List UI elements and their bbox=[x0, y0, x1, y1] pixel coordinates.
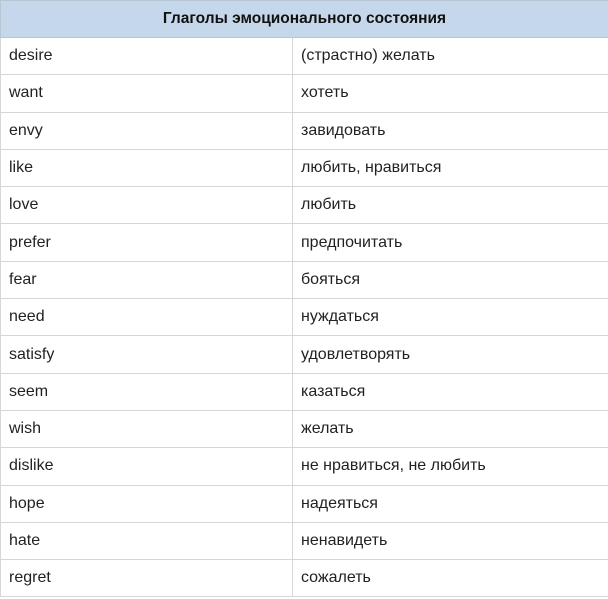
english-word-cell: want bbox=[1, 75, 293, 112]
table-row bbox=[1, 299, 608, 336]
russian-translation-cell: бояться bbox=[293, 261, 608, 298]
table-row bbox=[1, 261, 608, 298]
table-row bbox=[1, 560, 608, 597]
english-word-cell: desire bbox=[1, 38, 293, 75]
russian-translation-cell: сожалеть bbox=[293, 560, 608, 597]
table-body bbox=[1, 38, 608, 597]
table-row bbox=[1, 485, 608, 522]
english-word-cell: hope bbox=[1, 485, 293, 522]
table-header-row bbox=[1, 1, 608, 38]
russian-translation-cell: надеяться bbox=[293, 485, 608, 522]
english-word-cell: need bbox=[1, 299, 293, 336]
table-title: Глаголы эмоционального состояния bbox=[1, 1, 608, 38]
english-word-cell: prefer bbox=[1, 224, 293, 261]
russian-translation-cell: любить, нравиться bbox=[293, 149, 608, 186]
table-row bbox=[1, 38, 608, 75]
table-row bbox=[1, 410, 608, 447]
russian-translation-cell: ненавидеть bbox=[293, 522, 608, 559]
russian-translation-cell: не нравиться, не любить bbox=[293, 448, 608, 485]
english-word-cell: envy bbox=[1, 112, 293, 149]
table-row bbox=[1, 149, 608, 186]
russian-translation-cell: желать bbox=[293, 410, 608, 447]
english-word-cell: satisfy bbox=[1, 336, 293, 373]
english-word-cell: hate bbox=[1, 522, 293, 559]
table-row bbox=[1, 448, 608, 485]
table-header bbox=[1, 1, 608, 38]
russian-translation-cell: предпочитать bbox=[293, 224, 608, 261]
english-word-cell: wish bbox=[1, 410, 293, 447]
russian-translation-cell: любить bbox=[293, 187, 608, 224]
table-row bbox=[1, 75, 608, 112]
table-row bbox=[1, 522, 608, 559]
table-row bbox=[1, 336, 608, 373]
english-word-cell: seem bbox=[1, 373, 293, 410]
russian-translation-cell: (страстно) желать bbox=[293, 38, 608, 75]
russian-translation-cell: удовлетворять bbox=[293, 336, 608, 373]
table-row bbox=[1, 373, 608, 410]
russian-translation-cell: завидовать bbox=[293, 112, 608, 149]
russian-translation-cell: казаться bbox=[293, 373, 608, 410]
table-row bbox=[1, 224, 608, 261]
table-row bbox=[1, 187, 608, 224]
russian-translation-cell: хотеть bbox=[293, 75, 608, 112]
table-row bbox=[1, 112, 608, 149]
english-word-cell: love bbox=[1, 187, 293, 224]
english-word-cell: fear bbox=[1, 261, 293, 298]
english-word-cell: dislike bbox=[1, 448, 293, 485]
english-word-cell: like bbox=[1, 149, 293, 186]
russian-translation-cell: нуждаться bbox=[293, 299, 608, 336]
english-word-cell: regret bbox=[1, 560, 293, 597]
